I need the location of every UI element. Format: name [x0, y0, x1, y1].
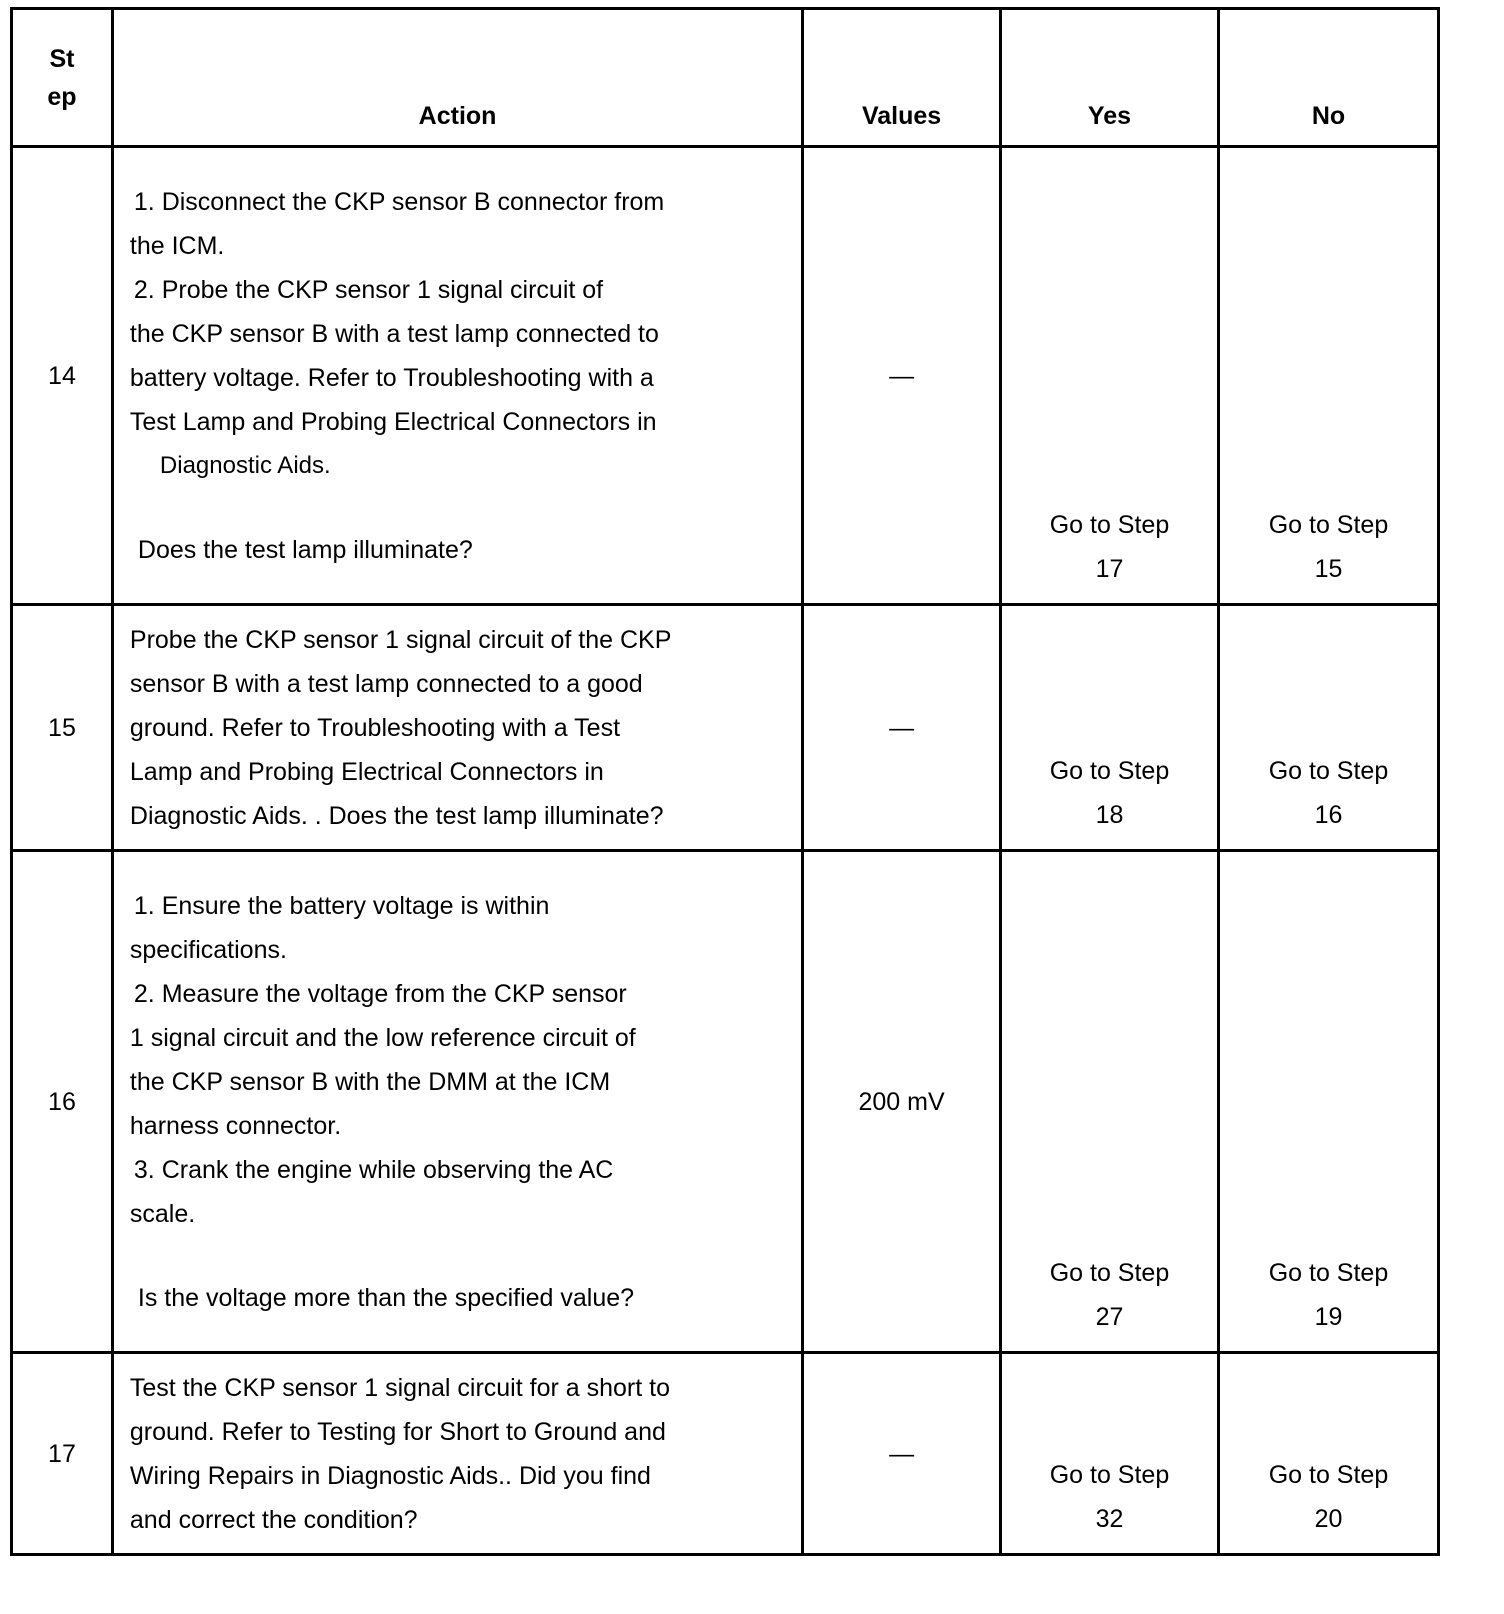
action-question: Does the test lamp illuminate? — [137, 535, 473, 564]
action-line: 2. Measure the voltage from the CKP sensor — [133, 979, 627, 1008]
step-number: 15 — [12, 605, 113, 851]
no-cell — [1218, 605, 1438, 851]
action-line: ground. Refer to Troubleshooting with a Test — [129, 713, 621, 742]
yes-goto-step: 27 — [1095, 1303, 1124, 1331]
header-no: No — [1218, 9, 1438, 147]
table-row — [12, 1353, 1439, 1555]
action-line: Probe the CKP sensor 1 signal circuit of the CKP — [129, 625, 672, 654]
action-line: battery voltage. Refer to Troubleshooting with a — [129, 363, 654, 392]
diagnostic-table — [10, 7, 1440, 1556]
yes-cell — [1000, 851, 1218, 1353]
yes-cell — [1000, 147, 1218, 605]
no-goto-step: 19 — [1314, 1303, 1343, 1331]
table-row — [12, 147, 1439, 605]
yes-goto-step: 32 — [1095, 1505, 1124, 1533]
value-cell: — — [803, 605, 1001, 851]
step-number: 16 — [12, 851, 113, 1353]
no-goto-step: 20 — [1314, 1505, 1343, 1533]
action-line: sensor B with a test lamp connected to a good — [129, 669, 643, 698]
action-line: Test Lamp and Probing Electrical Connectors in — [129, 407, 657, 436]
value-cell: 200 mV — [803, 851, 1001, 1353]
no-goto-step: 15 — [1314, 555, 1343, 583]
action-line: 1 signal circuit and the low reference circuit of — [129, 1023, 636, 1052]
header-step-line1: St — [49, 44, 75, 73]
no-goto-label: Go to Step — [1268, 757, 1389, 785]
action-line: Wiring Repairs in Diagnostic Aids.. Did you find — [129, 1461, 651, 1490]
no-goto-step: 16 — [1314, 801, 1343, 829]
action-cell — [112, 1353, 802, 1555]
yes-goto-step: 17 — [1095, 555, 1124, 583]
yes-cell — [1000, 1353, 1218, 1555]
action-line: 1. Ensure the battery voltage is within — [133, 891, 550, 920]
header-values: Values — [803, 9, 1001, 147]
action-cell — [112, 605, 802, 851]
header-step-line2: ep — [47, 82, 77, 111]
header-row — [12, 9, 1439, 147]
no-goto-label: Go to Step — [1268, 511, 1389, 539]
action-line: the ICM. — [129, 231, 225, 260]
no-goto-label: Go to Step — [1268, 1259, 1389, 1287]
action-question: Is the voltage more than the specified value? — [137, 1283, 635, 1312]
action-cell — [112, 851, 802, 1353]
yes-goto-step: 18 — [1095, 801, 1124, 829]
action-line: Diagnostic Aids. . Does the test lamp illuminate? — [129, 801, 664, 830]
value-cell: — — [803, 1353, 1001, 1555]
action-line: the CKP sensor B with a test lamp connected to — [129, 319, 659, 348]
header-step — [12, 9, 113, 147]
no-goto-label: Go to Step — [1268, 1461, 1389, 1489]
step-number: 17 — [12, 1353, 113, 1555]
action-line: ground. Refer to Testing for Short to Ground and — [129, 1417, 666, 1446]
no-cell — [1218, 147, 1438, 605]
yes-goto-label: Go to Step — [1049, 757, 1170, 785]
yes-goto-label: Go to Step — [1049, 1461, 1170, 1489]
value-cell: — — [803, 147, 1001, 605]
action-line: 1. Disconnect the CKP sensor B connector from — [133, 187, 665, 216]
header-yes: Yes — [1000, 9, 1218, 147]
table-row — [12, 605, 1439, 851]
action-line: the CKP sensor B with the DMM at the ICM — [129, 1067, 611, 1096]
action-line: 2. Probe the CKP sensor 1 signal circuit of — [133, 275, 604, 304]
action-line: and correct the condition? — [129, 1505, 418, 1534]
action-line: 3. Crank the engine while observing the AC — [133, 1155, 614, 1184]
yes-goto-label: Go to Step — [1049, 1259, 1170, 1287]
table-row — [12, 851, 1439, 1353]
action-line: Test the CKP sensor 1 signal circuit for a short to — [129, 1373, 670, 1402]
action-line: harness connector. — [129, 1111, 342, 1140]
action-cell — [112, 147, 802, 605]
action-line: specifications. — [129, 935, 287, 964]
step-number: 14 — [12, 147, 113, 605]
yes-cell — [1000, 605, 1218, 851]
no-cell — [1218, 1353, 1438, 1555]
no-cell — [1218, 851, 1438, 1353]
action-line: scale. — [129, 1199, 196, 1228]
action-line: Diagnostic Aids. — [159, 451, 331, 479]
yes-goto-label: Go to Step — [1049, 511, 1170, 539]
action-line: Lamp and Probing Electrical Connectors in — [129, 757, 604, 786]
header-action: Action — [112, 9, 802, 147]
